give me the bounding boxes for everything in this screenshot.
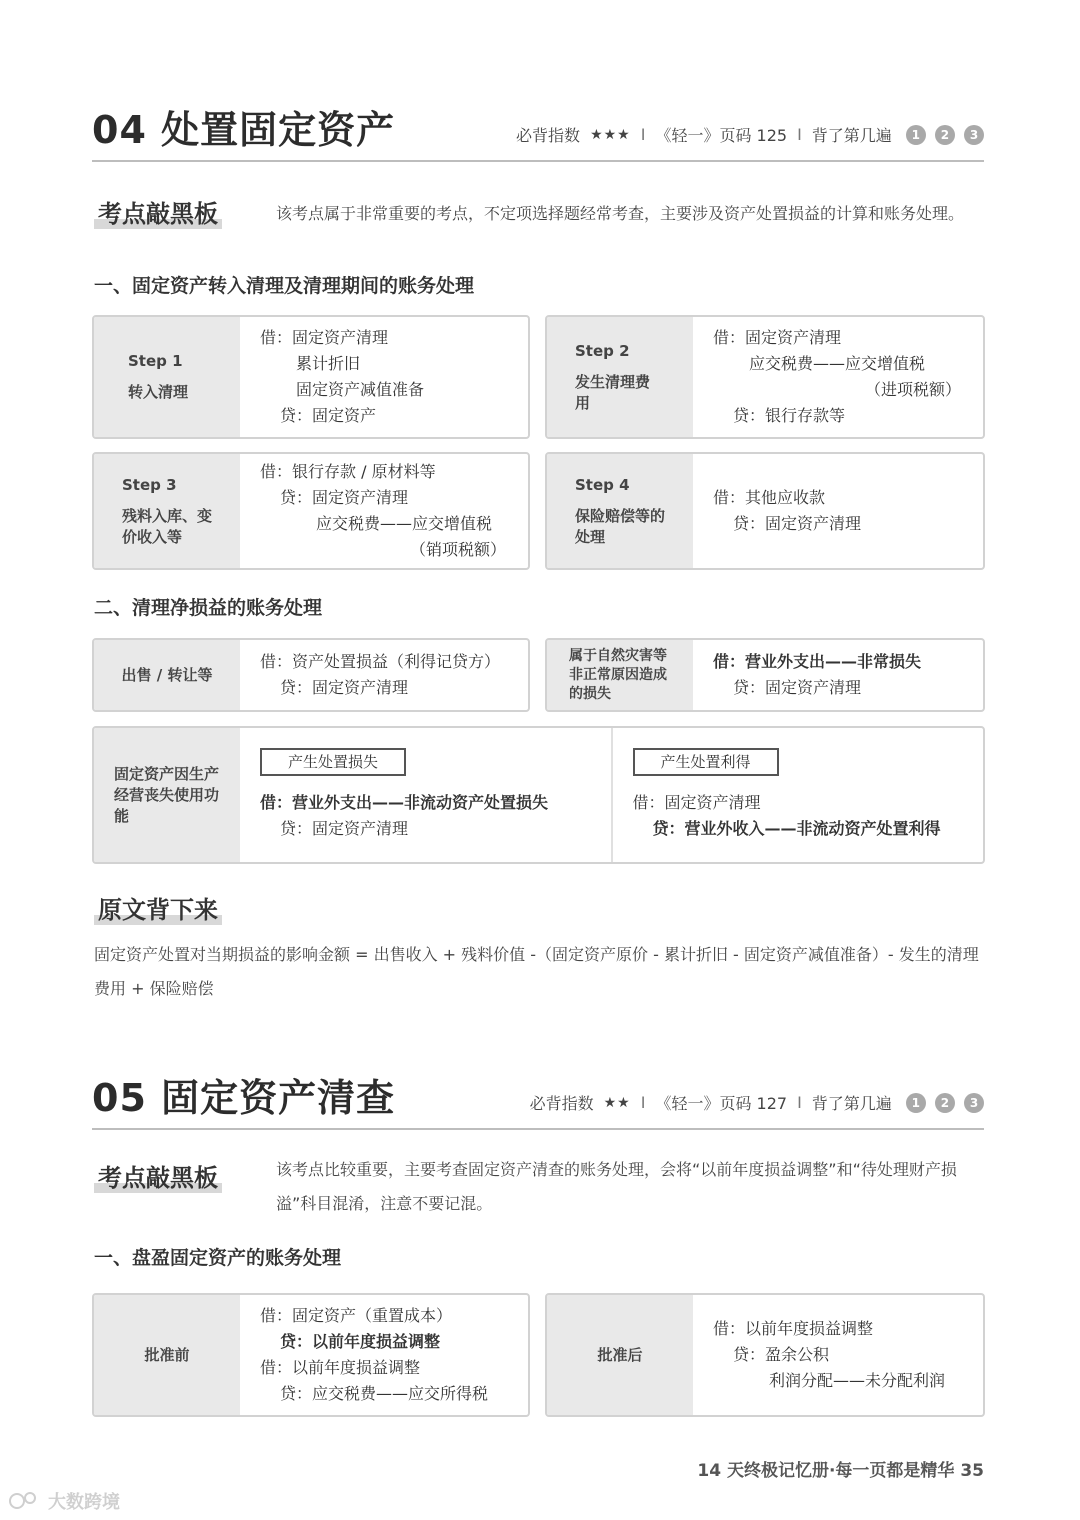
gain-tag: 产生处置利得	[633, 748, 779, 776]
book-page-ref: 《轻一》页码 125	[655, 126, 788, 145]
subheading-surplus: 一、盘盈固定资产的账务处理	[94, 1247, 342, 1269]
importance-stars: ★★	[603, 1094, 631, 1111]
entry-line: 贷：固定资产	[280, 406, 377, 425]
entry-line: 借：固定资产清理	[260, 328, 389, 347]
entry-line: 贷：银行存款等	[733, 406, 846, 425]
entry-line: 贷：固定资产清理	[280, 819, 409, 838]
step-name: 残料入库、变价收入等	[122, 506, 213, 546]
entry-line: 借：资产处置损益（利得记贷方）	[260, 652, 501, 671]
net-case-name: 属于自然灾害等非正常原因造成的损失	[569, 647, 667, 702]
step-card-2	[545, 315, 985, 439]
recite-circle-2[interactable]: 2	[935, 1093, 955, 1113]
entry-lines	[693, 1295, 983, 1415]
entry-lines	[240, 1295, 528, 1415]
net-case-name: 固定资产因生产经营丧失使用功能	[114, 764, 220, 825]
net-side	[94, 640, 240, 710]
recite-circle-2[interactable]: 2	[935, 125, 955, 145]
entry-line: 固定资产减值准备	[296, 380, 425, 399]
importance-stars: ★★★	[590, 126, 631, 143]
entry-lines	[240, 317, 528, 437]
entry-line: 借：固定资产清理	[713, 328, 842, 347]
entry-line: 借：固定资产清理	[632, 793, 761, 812]
entry-line: 贷：应交税费——应交所得税	[280, 1384, 489, 1403]
entry-line: 借：营业外支出——非流动资产处置损失	[260, 793, 549, 812]
entry-line: 贷：盈余公积	[733, 1345, 830, 1364]
original-text-label: 原文背下来	[94, 890, 222, 925]
entry-line: 贷：固定资产清理	[280, 678, 409, 697]
recite-count-label: 背了第几遍	[811, 126, 892, 145]
watermark-logo-icon	[8, 1490, 42, 1512]
entry-line: （进项税额）	[864, 380, 961, 399]
entry-line: 借：固定资产（重置成本）	[260, 1306, 453, 1325]
step-label: Step 1	[128, 352, 183, 370]
step-card-1	[92, 315, 530, 439]
entry-line: 贷：营业外收入——非流动资产处置利得	[652, 819, 941, 838]
recite-circle-3[interactable]: 3	[964, 125, 984, 145]
entry-line: 累计折旧	[296, 354, 361, 373]
meta-separator: I	[640, 125, 646, 144]
approval-side	[547, 1295, 693, 1415]
gain-half	[611, 728, 984, 862]
approval-side	[94, 1295, 240, 1415]
recite-circle-1[interactable]: 1	[906, 125, 926, 145]
step-side	[94, 454, 240, 568]
section-04-title: 04 处置固定资产	[92, 108, 396, 152]
recite-circle-3[interactable]: 3	[964, 1093, 984, 1113]
watermark	[8, 1488, 120, 1514]
key-point-text: 该考点比较重要，主要考查固定资产清查的账务处理，会将“以前年度损益调整”和“待处理财产损溢”科目混淆，注意不要记混。	[276, 1160, 957, 1213]
loss-gain-split	[240, 728, 983, 862]
section-05-meta	[530, 1091, 984, 1114]
loss-tag: 产生处置损失	[260, 748, 406, 776]
entry-line: 借：营业外支出——非常损失	[713, 652, 922, 671]
importance-label: 必背指数	[516, 126, 581, 145]
net-case-name: 出售 / 转让等	[121, 665, 213, 684]
entry-lines	[240, 640, 528, 710]
approval-name: 批准前	[144, 1345, 190, 1364]
entry-lines	[693, 317, 983, 437]
entry-line: 借：以前年度损益调整	[260, 1358, 421, 1377]
entry-line: 贷：固定资产清理	[280, 488, 409, 507]
step-card-4	[545, 452, 985, 570]
entry-line: （销项税额）	[409, 540, 506, 559]
step-side	[547, 454, 693, 568]
step-label: Step 3	[122, 475, 177, 494]
entry-lines	[693, 454, 983, 568]
step-label: Step 4	[575, 475, 630, 494]
step-side	[547, 317, 693, 437]
section-05-header	[92, 1068, 984, 1130]
section-04-meta	[516, 123, 984, 146]
key-point-label: 考点敲黑板	[94, 1158, 222, 1193]
entry-lines	[693, 640, 983, 710]
step-name: 保险赔偿等的处理	[575, 506, 666, 546]
entry-line: 应交税费——应交增值税	[749, 354, 926, 373]
meta-separator: I	[797, 1093, 802, 1112]
meta-separator: I	[640, 1093, 646, 1112]
step-name: 转入清理	[128, 383, 189, 401]
section-05-title: 05 固定资产清查	[92, 1076, 396, 1120]
watermark-text: 大数跨境	[48, 1492, 120, 1513]
loss-half	[240, 728, 611, 862]
step-name: 发生清理费用	[575, 372, 651, 412]
entry-line: 借：银行存款 / 原材料等	[260, 462, 436, 481]
key-point-label: 考点敲黑板	[94, 194, 222, 229]
entry-line: 利润分配——未分配利润	[769, 1371, 946, 1390]
after-approval-card	[545, 1293, 985, 1417]
entry-line: 贷：以前年度损益调整	[280, 1332, 441, 1351]
entry-lines	[240, 454, 528, 568]
recite-circle-1[interactable]: 1	[906, 1093, 926, 1113]
meta-separator: I	[797, 125, 802, 144]
net-side	[547, 640, 693, 710]
step-side	[94, 317, 240, 437]
step-card-3	[92, 452, 530, 570]
entry-line: 借：其他应收款	[713, 488, 826, 507]
subheading-1: 一、固定资产转入清理及清理期间的账务处理	[94, 275, 475, 297]
net-card-sale	[92, 638, 530, 712]
key-point-text: 该考点属于非常重要的考点，不定项选择题经常考查，主要涉及资产处置损益的计算和账务处理。	[276, 204, 965, 223]
before-approval-card	[92, 1293, 530, 1417]
book-page-ref: 《轻一》页码 127	[655, 1094, 788, 1113]
entry-line: 贷：固定资产清理	[733, 514, 862, 533]
subheading-2: 二、清理净损益的账务处理	[94, 597, 323, 619]
net-card-disaster	[545, 638, 985, 712]
approval-name: 批准后	[597, 1345, 643, 1364]
entry-line: 应交税费——应交增值税	[316, 514, 493, 533]
formula-text: 固定资产处置对当期损益的影响金额 = 出售收入 + 残料价值 -（固定资产原价 - 累计折旧 - 固定资产减值准备）- 发生的清理费用 + 保险赔偿	[94, 945, 979, 998]
entry-line: 借：以前年度损益调整	[713, 1319, 874, 1338]
net-side	[94, 728, 240, 862]
section-04-header	[92, 100, 984, 162]
recite-count-label: 背了第几遍	[811, 1094, 892, 1113]
net-card-loss-of-function	[92, 726, 985, 864]
page-footer: 14 天终极记忆册·每一页都是精华 35	[697, 1461, 984, 1481]
step-label: Step 2	[575, 341, 630, 360]
importance-label: 必背指数	[529, 1094, 594, 1113]
entry-line: 贷：固定资产清理	[733, 678, 862, 697]
